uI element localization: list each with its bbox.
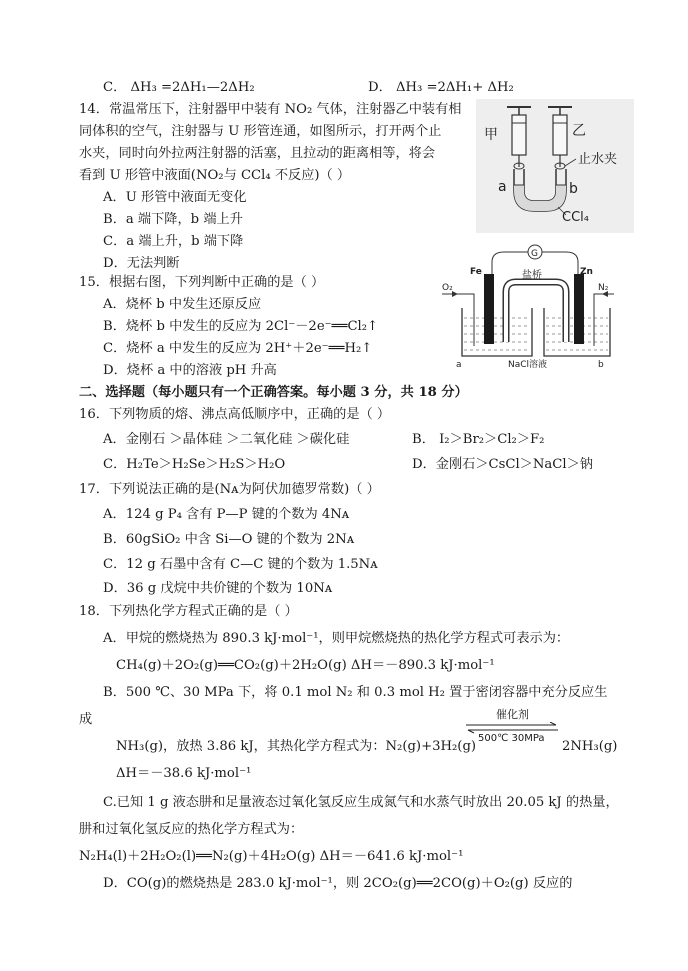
q18-option-a-line1: A．甲烷的燃烧热为 890.3 kJ·mol⁻¹，则甲烷燃烧热的热化学方程式可表示为： <box>103 631 570 646</box>
reaction-condition-label: 500℃ 30MPa <box>478 733 545 744</box>
fig2-label-bridge: 盐桥 <box>522 270 542 281</box>
fig2-label-fe: Fe <box>470 267 482 277</box>
fig1-label-jia: 甲 <box>484 127 498 143</box>
q18-option-b-product: 2NH₃(g) <box>562 739 618 754</box>
q17-option-a: A．124 g P₄ 含有 P—P 键的个数为 4Nᴀ <box>103 507 350 522</box>
q18-option-b-line1: B．500 ℃、30 MPa 下，将 0.1 mol N₂ 和 0.3 mol H₂ 置于密闭容器中充分反应生 <box>103 685 608 700</box>
q15-option-c: C．烧杯 a 中发生的反应为 2H⁺＋2e⁻══H₂↑ <box>103 341 373 356</box>
galvanic-cell-figure <box>440 238 616 372</box>
fig1-label-yi: 乙 <box>572 123 586 139</box>
fig1-label-ccl4: CCl₄ <box>562 210 589 225</box>
q15-stem: 15．根据右图，下列判断中正确的是（ ） <box>79 275 325 290</box>
q16-option-c: C．H₂Te＞H₂Se＞H₂S＞H₂O <box>103 457 286 472</box>
q18-option-c-equation: N₂H₄(l)＋2H₂O₂(l)══N₂(g)＋4H₂O(g) ΔH＝－641.6 kJ·mol⁻¹ <box>79 849 464 864</box>
q15-option-d: D．烧杯 a 中的溶液 pH 升高 <box>103 363 277 378</box>
catalyst-label: 催化剂 <box>496 708 529 721</box>
q14-stem-line1: 14．常温常压下，注射器甲中装有 NO₂ 气体，注射器乙中装有相 <box>79 102 462 117</box>
q15-option-b: B．烧杯 b 中发生的反应为 2Cl⁻－2e⁻══Cl₂↑ <box>103 319 379 334</box>
q16-option-a: A．金刚石 ＞晶体硅 ＞二氧化硅 ＞碳化硅 <box>103 432 350 447</box>
syringe-u-tube-figure <box>476 99 634 233</box>
q17-option-c: C．12 g 石墨中含有 C—C 键的个数为 1.5Nᴀ <box>103 557 378 572</box>
q14-stem-line4: 看到 U 形管中液面(NO₂与 CCl₄ 不反应)（ ） <box>79 168 351 183</box>
q14-option-b: B．a 端下降，b 端上升 <box>103 212 243 227</box>
fig1-label-b: b <box>569 181 578 197</box>
section-2-header: 二、选择题（每小题只有一个正确答案。每小题 3 分，共 18 分） <box>79 385 468 400</box>
q18-option-a-equation: CH₄(g)＋2O₂(g)══CO₂(g)＋2H₂O(g) ΔH＝－890.3 kJ·mol⁻¹ <box>116 658 495 673</box>
q16-option-d: D．金刚石＞CsCl＞NaCl＞钠 <box>412 457 593 472</box>
q13-option-d: D． ΔH₃ =2ΔH₁+ ΔH₂ <box>368 80 514 95</box>
q16-option-b: B． I₂＞Br₂＞Cl₂＞F₂ <box>412 432 545 447</box>
q18-option-b-equation: NH₃(g)，放热 3.86 kJ，其热化学方程式为：N₂(g)+3H₂(g) <box>116 739 477 754</box>
fig2-label-b: b <box>598 360 604 370</box>
q17-option-d: D．36 g 戊烷中共价键的个数为 10Nᴀ <box>103 581 333 596</box>
q18-option-b-line2: 成 <box>79 712 93 727</box>
q18-option-d-line1: D．CO(g)的燃烧热是 283.0 kJ·mol⁻¹，则 2CO₂(g)══2CO(g)＋O₂(g) 反应的 <box>103 876 573 891</box>
q14-stem-line3: 水夹，同时向外拉两注射器的活塞，且拉动的距离相等，将会 <box>79 146 436 161</box>
fig2-label-zn: Zn <box>580 267 593 277</box>
fig2-label-g: G <box>531 249 538 259</box>
fig2-label-a: a <box>456 360 462 370</box>
q14-option-c: C．a 端上升，b 端下降 <box>103 234 244 249</box>
q18-option-c-line2: 肼和过氧化氢反应的热化学方程式为： <box>79 822 304 837</box>
q18-stem: 18．下列热化学方程式正确的是（ ） <box>79 604 298 619</box>
q13-option-c: C． ΔH₃ =2ΔH₁—2ΔH₂ <box>103 80 255 95</box>
q15-option-a: A．烧杯 b 中发生还原反应 <box>103 297 262 312</box>
q14-option-a: A．U 形管中液面无变化 <box>103 190 247 205</box>
fig2-label-n2: N₂ <box>598 283 609 293</box>
q14-option-d: D．无法判断 <box>103 256 180 271</box>
fig2-label-nacl: NaCl溶液 <box>508 360 548 370</box>
q18-option-b-enthalpy: ΔH＝－38.6 kJ·mol⁻¹ <box>116 766 252 781</box>
q16-stem: 16．下列物质的熔、沸点高低顺序中，正确的是（ ） <box>79 407 391 422</box>
fig1-label-a: a <box>498 179 507 195</box>
q14-stem-line2: 同体积的空气，注射器与 U 形管连通，如图所示，打开两个止 <box>79 124 442 139</box>
fig2-label-o2: O₂ <box>442 283 453 293</box>
q17-option-b: B．60gSiO₂ 中含 Si—O 键的个数为 2Nᴀ <box>103 532 355 547</box>
q17-stem: 17．下列说法正确的是(Nᴀ为阿伏加德罗常数)（ ） <box>79 482 380 497</box>
fig1-label-clamp: 止水夹 <box>578 152 618 167</box>
q18-option-c-line1: C.已知 1 g 液态肼和足量液态过氧化氢反应生成氮气和水蒸气时放出 20.05 kJ 的热量， <box>103 795 619 810</box>
